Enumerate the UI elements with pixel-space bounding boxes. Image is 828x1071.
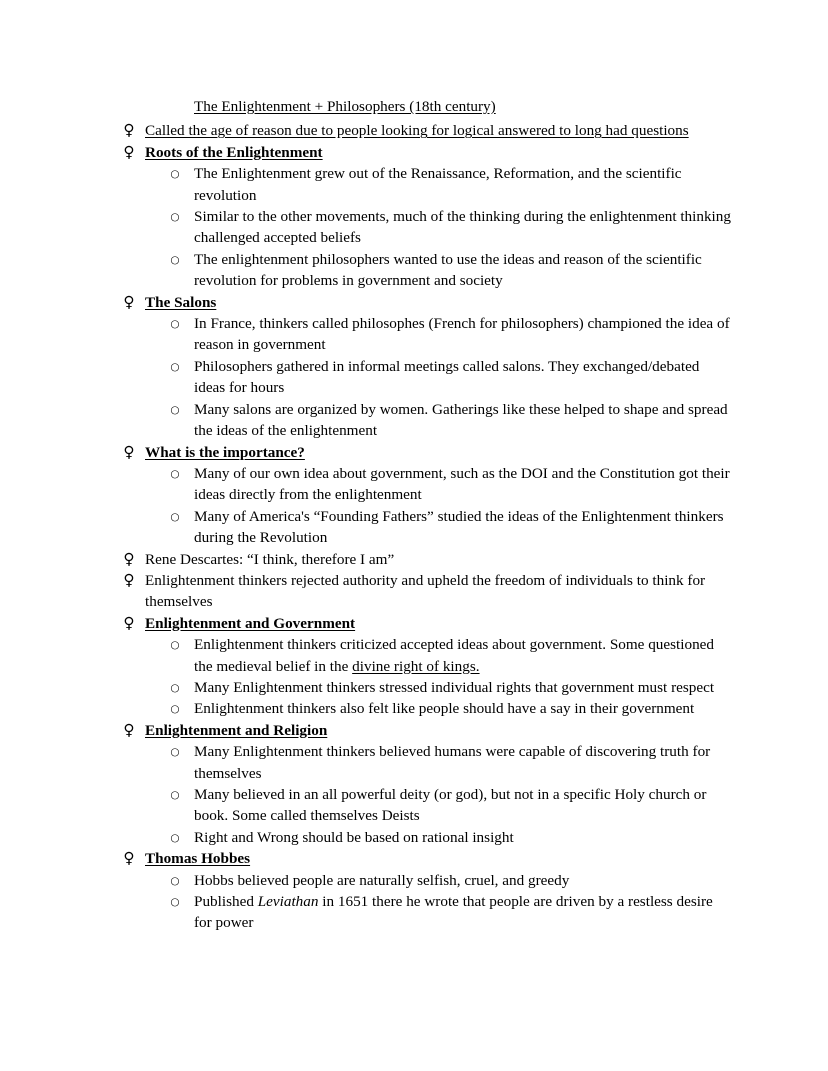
document-body bbox=[118, 96, 733, 934]
venus-bullet-icon: ♀ bbox=[123, 613, 135, 632]
text-run: Philosophers gathered in informal meetings called salons. They exchanged/debated ideas for hours bbox=[194, 357, 700, 397]
circle-bullet-icon: ○ bbox=[170, 746, 180, 759]
sub-bullet-item bbox=[118, 463, 733, 506]
section-heading-label: Thomas Hobbes bbox=[145, 850, 251, 868]
sub-bullet-item bbox=[118, 506, 733, 549]
sub-bullet-item bbox=[118, 206, 733, 249]
text-run: Many of our own idea about government, such as the DOI and the Constitution got their ideas directly from the enlightenment bbox=[194, 464, 730, 504]
section-heading-roots-of-the-enlightenment bbox=[118, 142, 733, 163]
sub-bullet-list bbox=[118, 870, 733, 934]
sub-bullet-text bbox=[194, 313, 733, 356]
sub-bullet-text bbox=[194, 206, 733, 249]
bullet-item-called-the-age-of-reason-due-to-people-l bbox=[118, 120, 733, 141]
sub-bullet-item bbox=[118, 249, 733, 292]
circle-bullet-icon: ○ bbox=[170, 253, 180, 266]
circle-bullet-icon: ○ bbox=[170, 510, 180, 523]
sub-bullet-list bbox=[118, 313, 733, 441]
circle-bullet-icon: ○ bbox=[170, 467, 180, 480]
bullet-item-rene-descartes-i-think-therefore-i-am bbox=[118, 549, 733, 570]
sub-bullet-item bbox=[118, 891, 733, 934]
text-run: Many Enlightenment thinkers believed humans were capable of discovering truth for themselves bbox=[194, 743, 711, 782]
sub-bullet-text bbox=[194, 356, 733, 399]
circle-bullet-icon: ○ bbox=[170, 403, 180, 416]
circle-bullet-icon: ○ bbox=[170, 874, 180, 887]
sub-bullet-item bbox=[118, 741, 733, 784]
sub-bullet-list bbox=[118, 741, 733, 848]
circle-bullet-icon: ○ bbox=[170, 211, 180, 224]
sub-bullet-text bbox=[194, 677, 733, 698]
sub-bullet-text bbox=[194, 784, 733, 827]
bullet-item-text: Rene Descartes: “I think, therefore I am” bbox=[145, 550, 395, 568]
sub-bullet-item bbox=[118, 313, 733, 356]
section-heading-enlightenment-and-religion bbox=[118, 720, 733, 741]
sub-bullet-text bbox=[194, 463, 733, 506]
bullet-item-text: Enlightenment thinkers rejected authority and upheld the freedom of individuals to think for themselves bbox=[145, 571, 706, 611]
italic-text-run: Leviathan bbox=[257, 893, 319, 911]
sub-bullet-item bbox=[118, 784, 733, 827]
document-title-text: The Enlightenment + Philosophers (18th century) bbox=[194, 98, 496, 115]
circle-bullet-icon: ○ bbox=[170, 639, 180, 652]
sub-bullet-item bbox=[118, 870, 733, 891]
text-run: Enlightenment thinkers criticized accepted ideas about government. Some questioned the medieval belief in the bbox=[194, 636, 715, 675]
section-heading-label: Enlightenment and Religion bbox=[145, 721, 328, 739]
sub-bullet-text bbox=[194, 827, 733, 848]
sub-bullet-text bbox=[194, 698, 733, 719]
circle-bullet-icon: ○ bbox=[170, 681, 180, 694]
text-run: The enlightenment philosophers wanted to use the ideas and reason of the scientific revolution for problems in government and society bbox=[194, 250, 702, 290]
document-title bbox=[118, 96, 733, 117]
sub-bullet-text bbox=[194, 163, 733, 206]
bullet-item-text: Called the age of reason due to people looking for logical answered to long had questions bbox=[145, 122, 689, 140]
venus-bullet-icon: ♀ bbox=[123, 849, 135, 868]
sub-bullet-text bbox=[194, 634, 733, 677]
sub-bullet-list bbox=[118, 163, 733, 291]
section-heading-enlightenment-and-government bbox=[118, 613, 733, 634]
text-run: Many Enlightenment thinkers stressed individual rights that government must respect bbox=[194, 678, 715, 696]
venus-bullet-icon: ♀ bbox=[123, 121, 135, 140]
text-run: in 1651 there he wrote that people are driven by a restless desire for power bbox=[194, 893, 713, 932]
underlined-text-run: divine right of kings. bbox=[352, 657, 480, 675]
text-run: Published bbox=[194, 893, 258, 911]
section-heading-thomas-hobbes bbox=[118, 848, 733, 869]
text-run: Many salons are organized by women. Gatherings like these helped to shape and spread the ideas of the enlightenment bbox=[194, 400, 728, 440]
section-heading-label: Enlightenment and Government bbox=[145, 614, 356, 632]
text-run: Many of America's “Founding Fathers” studied the ideas of the Enlightenment thinkers during the Revolution bbox=[194, 507, 724, 547]
sub-bullet-item bbox=[118, 399, 733, 442]
circle-bullet-icon: ○ bbox=[170, 831, 180, 844]
text-run: Right and Wrong should be based on rational insight bbox=[194, 828, 514, 846]
section-heading-label: Roots of the Enlightenment bbox=[145, 143, 323, 161]
circle-bullet-icon: ○ bbox=[170, 896, 180, 909]
venus-bullet-icon: ♀ bbox=[123, 292, 135, 311]
text-run: In France, thinkers called philosophes (French for philosophers) championed the idea of reason in government bbox=[194, 315, 730, 354]
venus-bullet-icon: ♀ bbox=[123, 720, 135, 739]
sub-bullet-text bbox=[194, 399, 733, 442]
sub-bullet-list bbox=[118, 463, 733, 549]
sub-bullet-item bbox=[118, 698, 733, 719]
text-run: Enlightenment thinkers also felt like people should have a say in their government bbox=[194, 700, 695, 718]
section-heading-label: The Salons bbox=[145, 293, 217, 311]
sub-bullet-item bbox=[118, 163, 733, 206]
sub-bullet-text bbox=[194, 249, 733, 292]
sub-bullet-item bbox=[118, 677, 733, 698]
circle-bullet-icon: ○ bbox=[170, 703, 180, 716]
venus-bullet-icon: ♀ bbox=[123, 142, 135, 161]
sub-bullet-item bbox=[118, 827, 733, 848]
section-heading-label: What is the importance? bbox=[145, 443, 305, 461]
outline-list bbox=[118, 120, 733, 933]
text-run: Similar to the other movements, much of the thinking during the enlightenment thinking challenged accepted beliefs bbox=[194, 208, 731, 247]
circle-bullet-icon: ○ bbox=[170, 168, 180, 181]
sub-bullet-text bbox=[194, 870, 733, 891]
text-run: Hobbs believed people are naturally selfish, cruel, and greedy bbox=[194, 871, 570, 889]
sub-bullet-text bbox=[194, 506, 733, 549]
section-heading-what-is-the-importance bbox=[118, 442, 733, 463]
text-run: Many believed in an all powerful deity (or god), but not in a specific Holy church or book. Some called themselves Deists bbox=[194, 786, 707, 825]
text-run: The Enlightenment grew out of the Renaissance, Reformation, and the scientific revolution bbox=[194, 165, 682, 204]
sub-bullet-text bbox=[194, 891, 733, 934]
circle-bullet-icon: ○ bbox=[170, 360, 180, 373]
sub-bullet-list bbox=[118, 634, 733, 720]
section-heading-the-salons bbox=[118, 292, 733, 313]
bullet-item-enlightenment-thinkers-rejected-authorit bbox=[118, 570, 733, 613]
sub-bullet-text bbox=[194, 741, 733, 784]
sub-bullet-item bbox=[118, 634, 733, 677]
venus-bullet-icon: ♀ bbox=[123, 442, 135, 461]
venus-bullet-icon: ♀ bbox=[123, 549, 135, 568]
circle-bullet-icon: ○ bbox=[170, 789, 180, 801]
circle-bullet-icon: ○ bbox=[170, 318, 180, 331]
sub-bullet-item bbox=[118, 356, 733, 399]
venus-bullet-icon: ♀ bbox=[123, 570, 135, 589]
